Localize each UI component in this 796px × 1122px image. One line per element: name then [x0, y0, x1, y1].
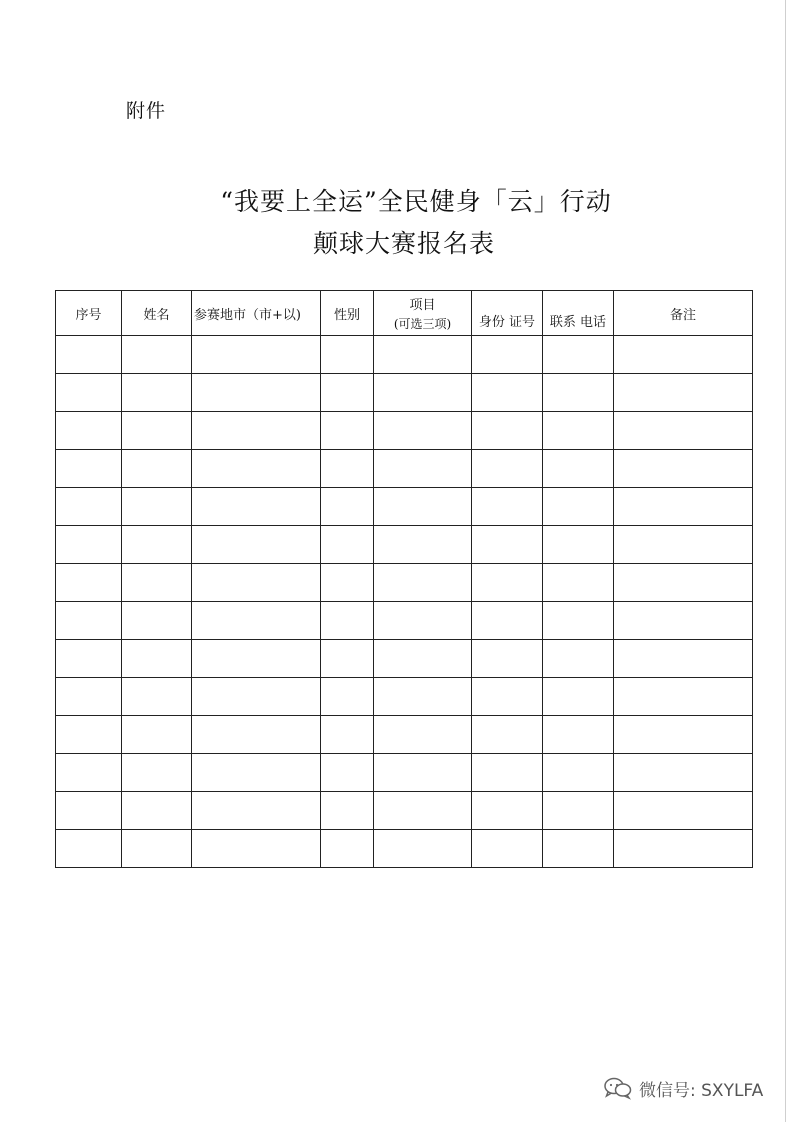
table-cell [472, 450, 543, 488]
table-cell [472, 564, 543, 602]
table-cell [614, 336, 753, 374]
table-row [56, 564, 753, 602]
header-project-note: (可选三项) [393, 317, 452, 331]
table-cell [374, 678, 472, 716]
table-cell [614, 792, 753, 830]
table-cell [472, 678, 543, 716]
table-row [56, 716, 753, 754]
wechat-icon [603, 1076, 633, 1100]
table-cell [192, 412, 321, 450]
table-cell [321, 564, 374, 602]
attachment-label: 附件 [126, 100, 167, 122]
table-cell [374, 412, 472, 450]
table-cell [614, 678, 753, 716]
table-cell [374, 488, 472, 526]
table-cell [321, 374, 374, 412]
table-cell [122, 450, 192, 488]
table-cell [543, 450, 614, 488]
watermark [603, 1075, 763, 1101]
table-cell [614, 374, 753, 412]
table-cell [56, 374, 122, 412]
table-cell [192, 374, 321, 412]
table-cell [122, 602, 192, 640]
table-cell [56, 716, 122, 754]
table-row [56, 450, 753, 488]
table-cell [472, 716, 543, 754]
header-id-card: 身份 证号 [472, 291, 543, 336]
table-cell [56, 488, 122, 526]
table-cell [192, 754, 321, 792]
table-cell [56, 754, 122, 792]
table-cell [122, 412, 192, 450]
table-cell [614, 830, 753, 868]
table-cell [374, 792, 472, 830]
table-cell [321, 412, 374, 450]
table-cell [321, 526, 374, 564]
table-cell [56, 678, 122, 716]
table-cell [56, 412, 122, 450]
table-cell [56, 792, 122, 830]
table-cell [472, 602, 543, 640]
table-cell [543, 830, 614, 868]
table-cell [192, 564, 321, 602]
table-cell [321, 716, 374, 754]
table-cell [122, 792, 192, 830]
table-header-row [56, 291, 753, 336]
table-cell [472, 526, 543, 564]
table-cell [374, 336, 472, 374]
table-cell [614, 602, 753, 640]
table-cell [543, 412, 614, 450]
table-cell [543, 602, 614, 640]
table-cell [321, 678, 374, 716]
table-row [56, 792, 753, 830]
table-cell [472, 830, 543, 868]
header-seq: 序号 [56, 291, 122, 336]
table-row [56, 374, 753, 412]
table-cell [543, 754, 614, 792]
table-cell [56, 640, 122, 678]
table-cell [122, 564, 192, 602]
table-cell [543, 716, 614, 754]
table-cell [543, 640, 614, 678]
header-gender: 性别 [321, 291, 374, 336]
table-cell [122, 526, 192, 564]
header-city: 参赛地市（市+以) [192, 291, 321, 336]
table-cell [122, 374, 192, 412]
table-cell [56, 602, 122, 640]
header-remarks: 备注 [614, 291, 753, 336]
table-cell [543, 336, 614, 374]
table-cell [321, 754, 374, 792]
table-cell [614, 640, 753, 678]
table-cell [192, 602, 321, 640]
table-cell [472, 412, 543, 450]
table-cell [56, 564, 122, 602]
table-cell [374, 716, 472, 754]
watermark-text: 微信号: SXYLFA [639, 1080, 764, 1101]
table-cell [614, 526, 753, 564]
table-row [56, 830, 753, 868]
table-cell [374, 564, 472, 602]
header-project: 项目 (可选三项) [374, 291, 472, 336]
table-cell [614, 412, 753, 450]
table-cell [472, 374, 543, 412]
table-row [56, 640, 753, 678]
table-cell [56, 450, 122, 488]
table-cell [192, 716, 321, 754]
table-cell [321, 450, 374, 488]
table-cell [614, 564, 753, 602]
table-cell [472, 792, 543, 830]
table-cell [192, 336, 321, 374]
table-cell [374, 640, 472, 678]
table-cell [543, 488, 614, 526]
table-cell [192, 678, 321, 716]
table-cell [614, 716, 753, 754]
table-cell [543, 526, 614, 564]
table-cell [192, 792, 321, 830]
table-row [56, 754, 753, 792]
table-cell [374, 602, 472, 640]
table-cell [543, 374, 614, 412]
table-cell [122, 754, 192, 792]
registration-table [55, 290, 753, 868]
table-cell [543, 792, 614, 830]
page-edge-line [785, 0, 786, 1122]
header-phone: 联系 电话 [543, 291, 614, 336]
table-cell [321, 830, 374, 868]
table-row [56, 336, 753, 374]
table-cell [192, 526, 321, 564]
table-cell [472, 754, 543, 792]
table-row [56, 602, 753, 640]
table-cell [374, 450, 472, 488]
table-cell [321, 336, 374, 374]
table-row [56, 678, 753, 716]
document-title-line1: “我要上全运”全民健身「云」行动 [220, 187, 612, 216]
table-cell [122, 830, 192, 868]
table-cell [374, 526, 472, 564]
table-cell [192, 450, 321, 488]
table-row [56, 412, 753, 450]
table-cell [543, 678, 614, 716]
table-cell [374, 754, 472, 792]
table-cell [472, 640, 543, 678]
table-cell [614, 488, 753, 526]
table-cell [321, 792, 374, 830]
table-cell [56, 526, 122, 564]
table-cell [122, 336, 192, 374]
table-cell [122, 488, 192, 526]
table-cell [543, 564, 614, 602]
table-cell [614, 754, 753, 792]
table-cell [122, 678, 192, 716]
table-row [56, 488, 753, 526]
table-cell [472, 336, 543, 374]
table-cell [192, 488, 321, 526]
table-cell [321, 602, 374, 640]
table-cell [122, 716, 192, 754]
table-cell [472, 488, 543, 526]
document-title-line2: 颠球大赛报名表 [312, 229, 495, 258]
header-name: 姓名 [122, 291, 192, 336]
table-cell [122, 640, 192, 678]
table-cell [192, 640, 321, 678]
table-cell [321, 488, 374, 526]
table-cell [321, 640, 374, 678]
table-cell [56, 336, 122, 374]
table-cell [374, 830, 472, 868]
table-row [56, 526, 753, 564]
table-cell [192, 830, 321, 868]
table-cell [56, 830, 122, 868]
table-body [56, 336, 753, 868]
table-cell [374, 374, 472, 412]
table-cell [614, 450, 753, 488]
